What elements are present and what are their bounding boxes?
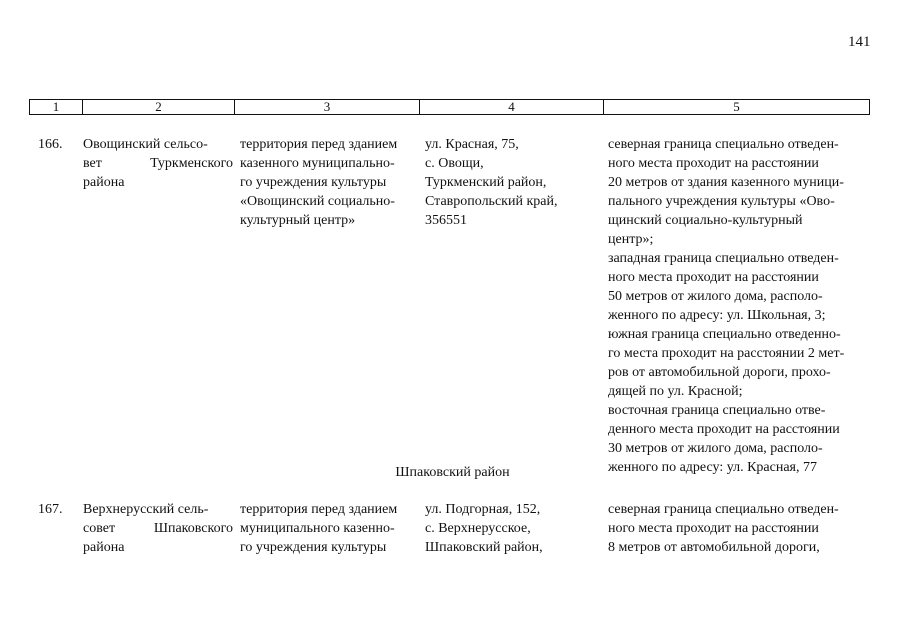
boundary-line: ного места проходит на расстоянии — [608, 156, 819, 171]
boundary-line: женного по адресу: ул. Красная, 77 — [608, 460, 817, 475]
place-line: культурный центр» — [240, 213, 356, 228]
place-line: «Овощинский социально- — [240, 194, 395, 209]
place-line: территория перед зданием — [240, 502, 398, 517]
boundary-line: пального учреждения культуры «Ово- — [608, 194, 835, 209]
boundary-line: восточная граница специально отве- — [608, 403, 826, 418]
municipality-line: вет Туркменского — [83, 156, 233, 171]
place-description-cell — [240, 135, 417, 230]
address-cell — [425, 500, 595, 557]
row-number: 166. — [38, 137, 63, 152]
section-title: Шпаковский район — [395, 465, 510, 480]
municipality-line: района — [83, 540, 125, 555]
boundary-line: северная граница специально отведен- — [608, 137, 839, 152]
address-line: Туркменский район, — [425, 175, 547, 190]
place-line: муниципального казенно- — [240, 521, 395, 536]
column-number-header — [29, 99, 870, 115]
boundary-line: женного по адресу: ул. Школьная, 3; — [608, 308, 826, 323]
boundary-line: северная граница специально отведен- — [608, 502, 839, 517]
place-line: го учреждения культуры — [240, 540, 387, 555]
page-number: 141 — [848, 34, 871, 50]
boundary-line: ров от автомобильной дороги, прохо- — [608, 365, 831, 380]
place-description-cell — [240, 500, 417, 557]
place-line: казенного муниципально- — [240, 156, 395, 171]
address-line: Ставропольский край, — [425, 194, 558, 209]
column-header-3: 3 — [235, 100, 420, 115]
boundary-line: щинский социально-культурный — [608, 213, 803, 228]
boundary-line: 30 метров от жилого дома, располо- — [608, 441, 823, 456]
municipality-line: совет Шпаковского — [83, 521, 233, 536]
address-line: ул. Подгорная, 152, — [425, 502, 541, 517]
address-cell — [425, 135, 595, 230]
place-line: го учреждения культуры — [240, 175, 387, 190]
municipality-cell — [83, 500, 233, 557]
column-header-5: 5 — [604, 100, 870, 115]
boundary-line: 20 метров от здания казенного муници- — [608, 175, 844, 190]
boundary-line: южная граница специально отведенно- — [608, 327, 841, 342]
boundary-line: 50 метров от жилого дома, располо- — [608, 289, 823, 304]
boundary-line: центр»; — [608, 232, 654, 247]
column-header-2: 2 — [83, 100, 235, 115]
boundary-line: денного места проходит на расстоянии — [608, 422, 840, 437]
place-line: территория перед зданием — [240, 137, 398, 152]
boundary-line: дящей по ул. Красной; — [608, 384, 743, 399]
boundary-line: западная граница специально отведен- — [608, 251, 839, 266]
municipality-cell — [83, 135, 233, 192]
boundary-line: ного места проходит на расстоянии — [608, 270, 819, 285]
boundaries-cell — [608, 135, 863, 477]
column-header-4: 4 — [420, 100, 604, 115]
boundaries-cell — [608, 500, 863, 557]
row-number: 167. — [38, 502, 63, 517]
address-line: 356551 — [425, 213, 467, 228]
address-line: с. Овощи, — [425, 156, 484, 171]
address-line: Шпаковский район, — [425, 540, 543, 555]
column-header-1: 1 — [30, 100, 83, 115]
boundary-line: ного места проходит на расстоянии — [608, 521, 819, 536]
address-line: ул. Красная, 75, — [425, 137, 519, 152]
municipality-line: района — [83, 175, 125, 190]
municipality-line: Овощинский сельсо- — [83, 137, 208, 152]
municipality-line: Верхнерусский сель- — [83, 502, 209, 517]
boundary-line: 8 метров от автомобильной дороги, — [608, 540, 820, 555]
address-line: с. Верхнерусское, — [425, 521, 531, 536]
boundary-line: го места проходит на расстоянии 2 мет- — [608, 346, 845, 361]
